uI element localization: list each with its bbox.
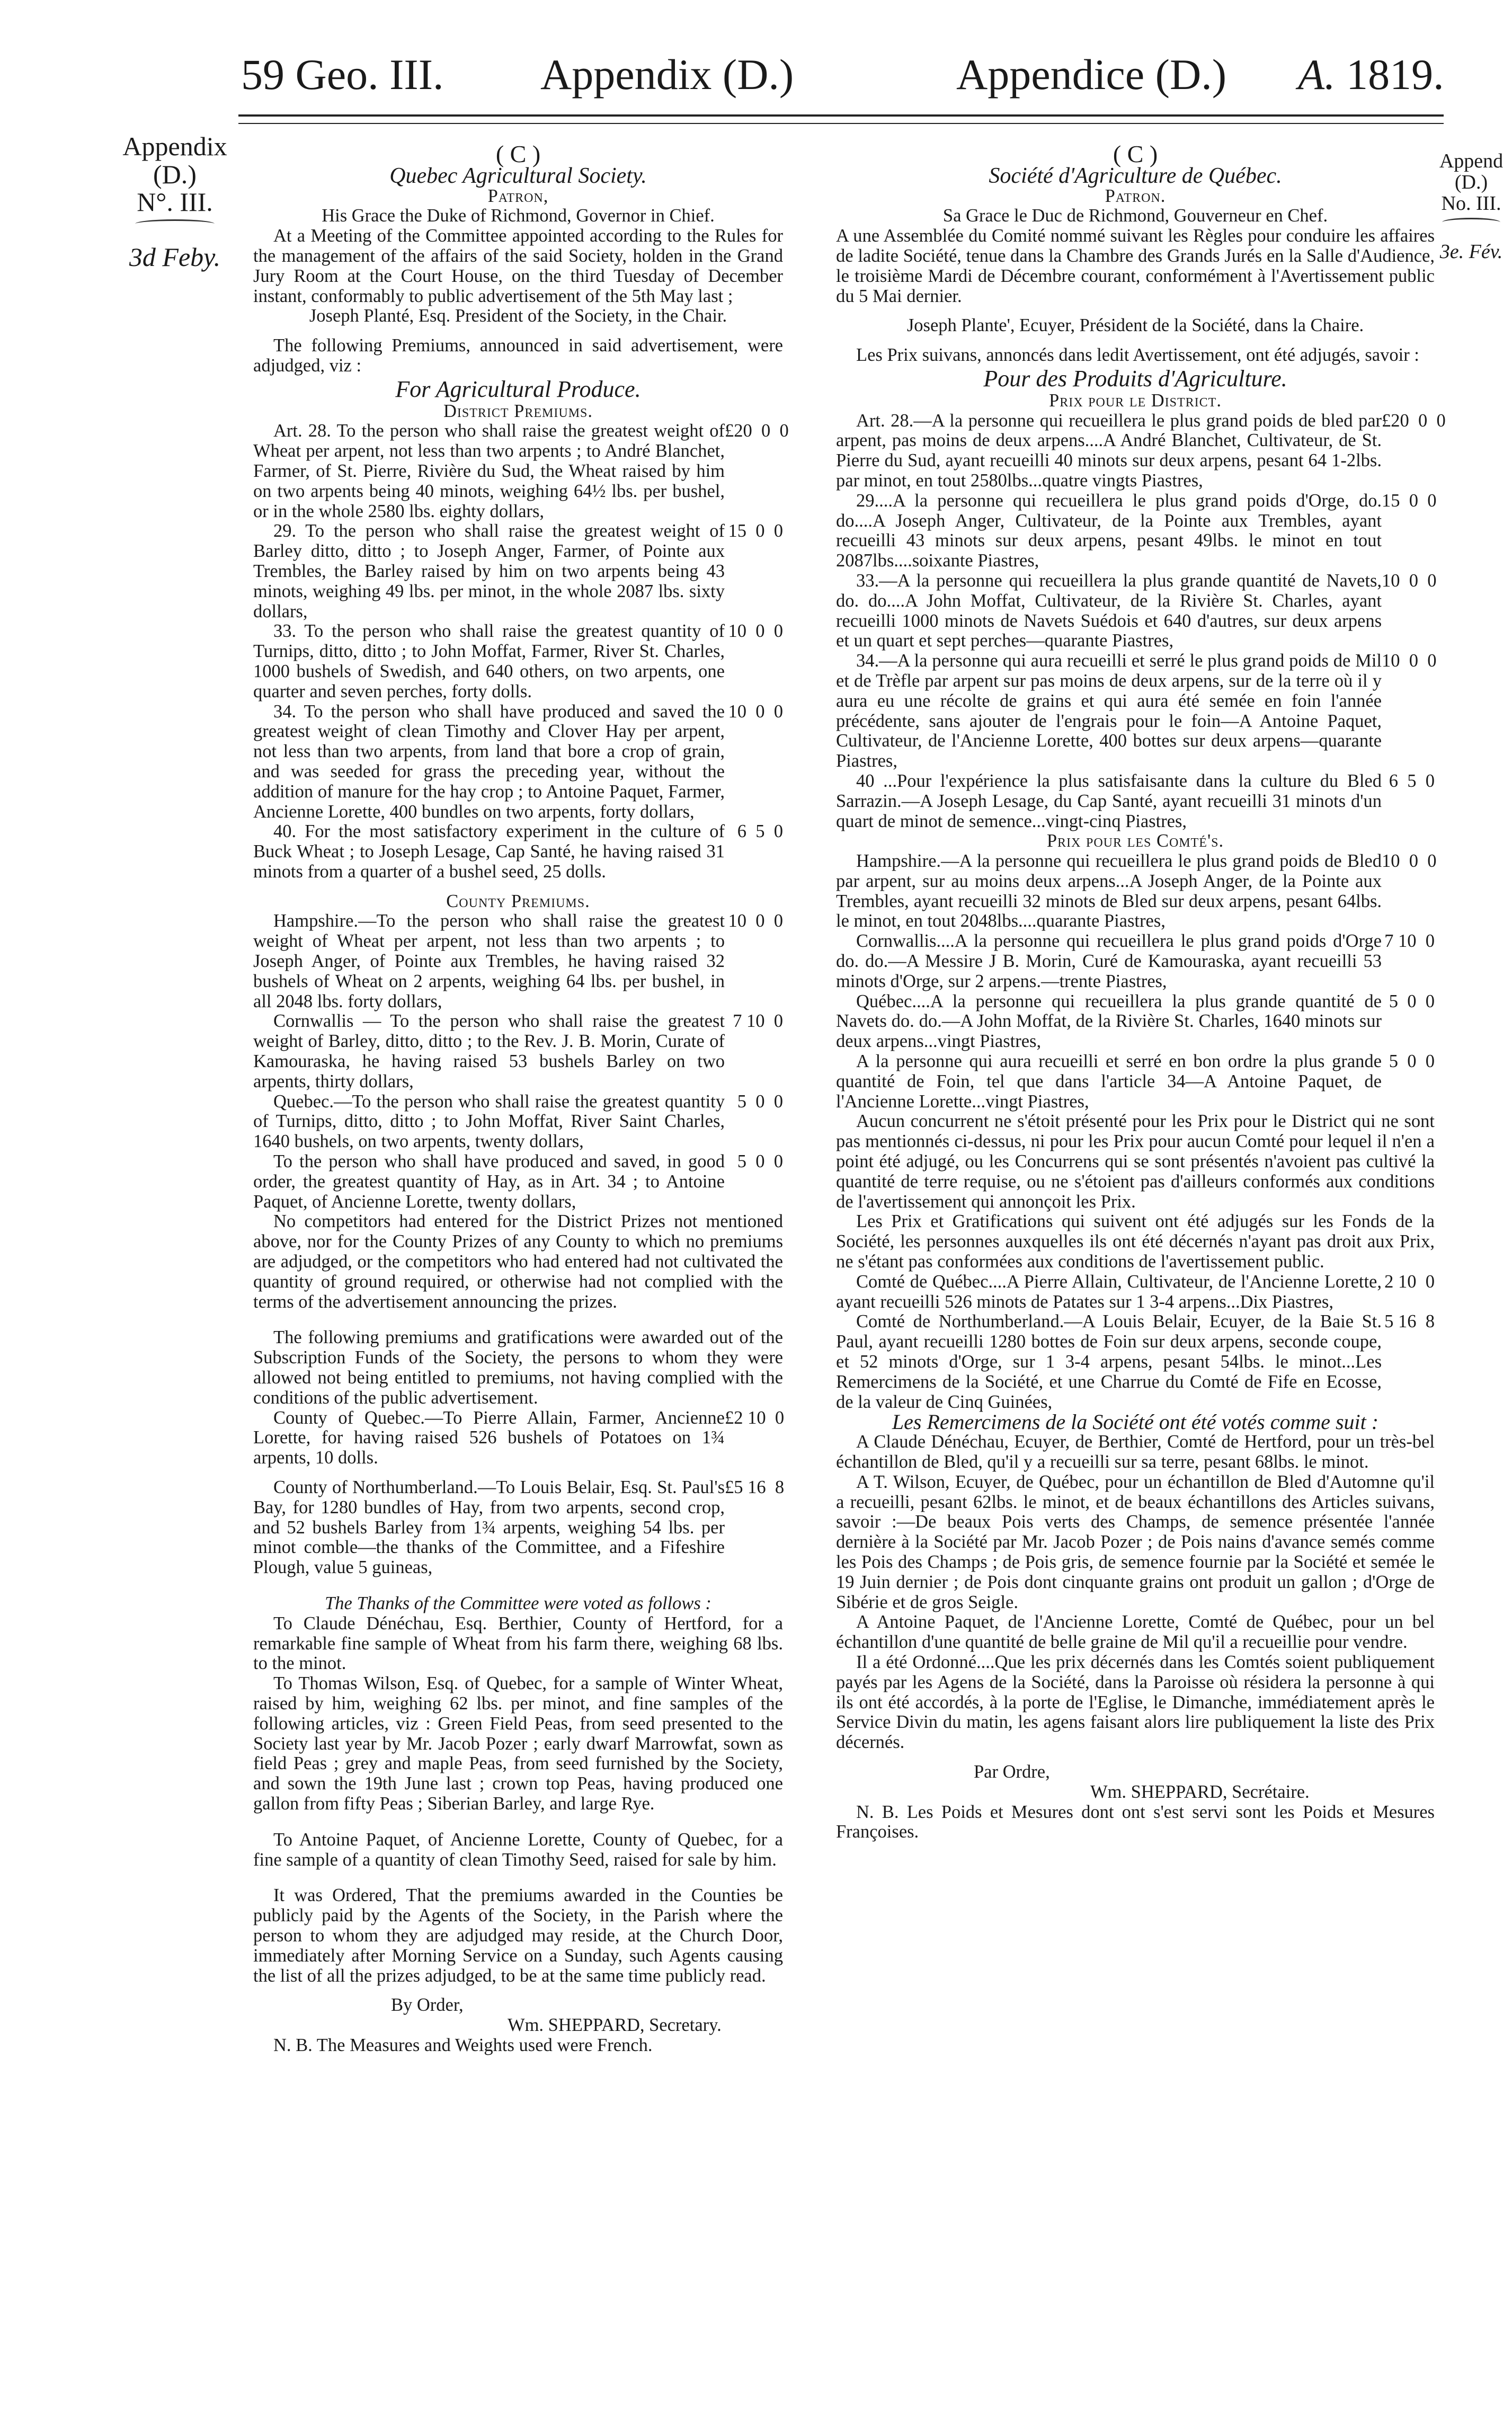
header-year-number: 1819. [1346, 50, 1444, 99]
thanks-paragraph: To Claude Dénéchau, Esq. Berthier, County of Hertford, for a remarkable fine sample of Wheat from his farm there, weighing 68 lbs. to the minot. [253, 1613, 783, 1674]
prize-amount: 15 0 0 [728, 521, 783, 542]
prize-item [253, 1478, 783, 1578]
margin-brace [135, 219, 215, 228]
prize-item [253, 1408, 783, 1468]
thanks-paragraph: A Claude Dénéchau, Ecuyer, de Berthier, Comté de Hertford, pour un très-bel échantillon de Bled, qu'il y a recueilli sur sa terre, pesant 68lbs. le minot. [836, 1432, 1435, 1472]
prize-text: Quebec.—To the person who shall raise the greatest quantity of Turnips, ditto, ditto ; to John Moffat, River Saint Charles, 1640 bushels, on two arpents, twenty dollars, [253, 1091, 725, 1152]
prize-text: 40. For the most satisfactory experiment in the culture of Buck Wheat ; to Joseph Lesage, Cap Santé, he having raised 31 minots from a quarter of a bushel seed, 25 dolls. [253, 821, 725, 882]
society-title: Société d'Agriculture de Québec. [989, 163, 1282, 188]
meeting-paragraph: At a Meeting of the Committee appointed according to the Rules for the management of the affairs of the said Society, holden in the Grand Jury Room at the Court House, on the third Tuesday of December instant, conformably to public advertisement of the 5th May last ; [253, 226, 783, 306]
prize-text: Cornwallis — To the person who shall raise the greatest weight of Barley, ditto, ditto ; to the Rev. J. B. Morin, Curate of Kamouraska, he having raised 53 bushels Barley on two arpents, thirty dollars, [253, 1011, 725, 1091]
prize-item [253, 822, 783, 882]
prize-amount: 7 10 0 [1384, 931, 1435, 952]
prize-item [253, 622, 783, 702]
english-column [253, 140, 789, 2056]
adjudged-paragraph: The following Premiums, announced in said advertisement, were adjudged, viz : [253, 335, 783, 376]
section-label: ( C ) [1113, 140, 1158, 167]
prize-amount: 15 0 0 [1382, 490, 1437, 511]
patron-line: His Grace the Duke of Richmond, Governor in Chief. [322, 206, 715, 226]
margin-brace [1442, 218, 1500, 227]
header-year [1298, 50, 1444, 99]
prize-amount: 5 16 8 [1384, 1311, 1435, 1332]
patron-heading: Patron. [1105, 185, 1166, 206]
by-order: Par Ordre, [974, 1761, 1050, 1782]
prize-item [253, 521, 783, 622]
district-heading: District Premiums. [443, 401, 593, 421]
header-appendix-fr: Appendice (D.) [956, 50, 1227, 99]
signature: Wm. SHEPPARD, Secretary. [508, 2015, 722, 2036]
margin-letter: (D.) [153, 159, 197, 189]
prize-item [836, 491, 1435, 571]
prize-amount: 2 10 0 [1384, 1271, 1435, 1292]
prize-amount: 10 0 0 [1382, 651, 1437, 671]
prize-text: 34.—A la personne qui aura recueilli et serré le plus grand poids de Mil et de Trèfle par arpent sur pas moins de deux arpens, sur de la terre où il y aura eu une récolte de grains et qui aura été semée en foin l'année précédente, sans ajouter de l'engrais pour le foin—A Antoine Paquet, Cultivateur, de l'Ancienne Lorette, 400 bottes sur deux arpens—quarante Piastres, [836, 651, 1382, 771]
margin-date: 3e. Fév. [1439, 240, 1503, 263]
prize-text: Cornwallis....A la personne qui recueillera le plus grand poids d'Orge do. do.—A Messire J B. Morin, Curé de Kamouraska, ayant recueilli 53 minots d'Orge, sur 2 arpens.—trente Piastres, [836, 931, 1382, 991]
produce-heading: Pour des Produits d'Agriculture. [983, 365, 1287, 392]
adjudged-paragraph: Les Prix suivans, annoncés dans ledit Avertissement, ont été adjugés, savoir : [856, 345, 1419, 366]
header-rule [238, 114, 1444, 117]
by-order: By Order, [391, 1995, 464, 2016]
prize-text: County of Northumberland.—To Louis Belair, Esq. St. Paul's Bay, for 1280 bundles of Hay, from two arpents, second crop, and 52 bushels Barley from 1¾ arpents, weighing 54 lbs. per minot comble—the thanks of the Committee, and a Fifeshire Plough, value 5 guineas, [253, 1477, 725, 1578]
prize-text: 33. To the person who shall raise the greatest quantity of Turnips, ditto, ditto ; to John Moffat, Farmer, River St. Charles, 1000 bushels of Swedish, and 640 others, on two arpents, one quarter and seven perches, forty dolls. [253, 621, 725, 702]
prize-item [836, 771, 1435, 831]
produce-heading: For Agricultural Produce. [395, 376, 641, 402]
prize-amount: 6 5 0 [737, 821, 783, 842]
header-rule-thin [238, 123, 1444, 124]
prize-amount: 5 0 0 [1389, 991, 1435, 1011]
prize-amount: 5 0 0 [737, 1091, 783, 1112]
nota-bene: N. B. Les Poids et Mesures dont ont s'est servi sont les Poids et Mesures Françoises. [836, 1801, 1435, 1842]
prize-amount: 5 0 0 [1389, 1051, 1435, 1072]
thanks-paragraph: To Thomas Wilson, Esq. of Quebec, for a sample of Winter Wheat, raised by him, weighing 62 lbs. per minot, and fine samples of the following articles, viz : Green Field Peas, from seed presented to the Society last year by Mr. Jacob Pozer ; early dwarf Marrowfat, sown as field Peas ; grey and maple Peas, from seed furnished by the Society, and sown the 19th June last ; crown top Peas, having produced one gallon from fifty Peas ; Siberian Barley, and large Rye. [253, 1673, 783, 1814]
header-reign: 59 Geo. III. [241, 50, 444, 99]
prize-item [253, 911, 783, 1011]
prize-amount: £5 16 8 [725, 1477, 785, 1497]
margin-number: No. III. [1441, 192, 1501, 215]
prize-amount: 10 0 0 [1382, 851, 1437, 872]
ordered-paragraph: It was Ordered, That the premiums awarded in the Counties be publicly paid by the Agents of the Society, in the Parish where the person to whom they are adjudged may reside, at the Church Door, immediately after Morning Service on a Sunday, such Agents causing the list of all the prizes adjudged, to be at the same time publicly read. [253, 1885, 783, 1986]
prize-item [836, 931, 1435, 991]
county-heading: Prix pour les Comté's. [1046, 831, 1224, 851]
prize-text: 33.—A la personne qui recueillera la plus grande quantité de Navets, do. do....A John Moffat, Cultivateur, de la Rivière St. Charles, ayant recueilli 1000 minots de Navets Suédois et 640 d'autres, sur deux arpens et un quart et sept perches—quarante Piastres, [836, 570, 1382, 651]
thanks-heading: The Thanks of the Committee were voted as follows : [325, 1593, 711, 1613]
prize-amount: £20 0 0 [1382, 410, 1446, 431]
prize-item [253, 1011, 783, 1091]
no-competitors-paragraph: Aucun concurrent ne s'étoit présenté pour les Prix pour le District qui ne sont pas mentionnés ci-dessus, ni pour les Prix pour aucun Comté pour lequel il n'en a point été adjugé, ou les Concurrens qui se sont présentés n'avoient pas cultivé la quantité de terre requise, ou ne s'étoient pas d'ailleurs conformés aux conditions de l'avertissement qui annonçoit les Prix. [836, 1111, 1435, 1212]
prize-amount: 10 0 0 [728, 911, 783, 931]
prize-text: Comté de Northumberland.—A Louis Belair, Ecuyer, de la Baie St. Paul, ayant recueilli 1280 bottes de Foin sur deux arpens, seconde coupe, et 52 minots d'Orge, sur 1 3-4 arpens, pesant 54lbs. le minot...Les Remercimens de la Société, et une Charrue du Comté de Fife en Ecosse, de la valeur de Cinq Guinées, [836, 1311, 1382, 1412]
prize-amount: £20 0 0 [725, 421, 789, 441]
margin-date: 3d Feby. [129, 242, 221, 272]
nota-bene: N. B. The Measures and Weights used were French. [273, 2035, 653, 2055]
header-appendix-en: Appendix (D.) [540, 50, 794, 99]
chair-line: Joseph Planté, Esq. President of the Society, in the Chair. [309, 306, 727, 326]
prize-text: County of Quebec.—To Pierre Allain, Farmer, Ancienne Lorette, for having raised 526 bushels of Potatoes on 1¾ arpents, 10 dolls. [253, 1407, 725, 1468]
prize-amount: 5 0 0 [737, 1151, 783, 1172]
prize-item [836, 992, 1435, 1052]
prize-item [836, 1052, 1435, 1112]
signature: Wm. SHEPPARD, Secrétaire. [1090, 1781, 1310, 1802]
prize-item [253, 1092, 783, 1152]
patron-heading: Patron, [487, 185, 549, 206]
no-competitors-paragraph: No competitors had entered for the District Prizes not mentioned above, nor for the County Prizes of any County to which no premiums are adjudged, or the competitors who had entered had not cultivated the quantity of ground required, or otherwise had not complied with the terms of the advertisement announcing the prizes. [253, 1211, 783, 1312]
thanks-paragraph: A T. Wilson, Ecuyer, de Québec, pour un échantillon de Bled d'Automne qu'il a recueilli, pesant 62lbs. le minot, et de beaux échantillons des Articles suivans, savoir :—De beaux Pois verts des Champs, de semence présentée l'année dernière à la Société par Mr. Jacob Pozer ; de Pois nains d'avance semés comme les Pois des Champs ; de Pois gris, de semence fournie par la Société et semée le 19 Juin dernier ; de Pois dont cinquante grains ont produit un gallon ; d'Orge de Sibérie et de gros Seigle. [836, 1471, 1435, 1612]
margin-appendix: Appendix [122, 131, 227, 161]
prize-text: A la personne qui aura recueilli et serré en bon ordre la plus grande quantité de Foin, tel que dans l'article 34—A Antoine Paquet, de l'Ancienne Lorette...vingt Piastres, [836, 1051, 1382, 1112]
prize-item [836, 851, 1435, 931]
prize-item [836, 1272, 1435, 1312]
prize-item [253, 1152, 783, 1212]
prize-text: 29....A la personne qui recueillera le plus grand poids d'Orge, do. do....A Joseph Anger, Cultivateur, de la Pointe aux Trembles, ayant recueilli 43 minots sur deux arpens, pesant 49lbs. le minot en tout 2087lbs....soixante Piastres, [836, 490, 1382, 571]
prize-item [836, 571, 1435, 651]
margin-note-left [119, 132, 230, 271]
prize-item [253, 702, 783, 822]
prize-item [836, 651, 1435, 771]
subscription-paragraph: Les Prix et Gratifications qui suivent ont été adjugés sur les Fonds de la Société, les personnes auxquelles ils ont été décernés n'ayant pas droit aux Prix, ne s'étant pas conformées aux conditions de l'avertissement public. [836, 1211, 1435, 1272]
prize-item [836, 410, 1446, 491]
prize-amount: 6 5 0 [1389, 770, 1435, 791]
prize-text: To the person who shall have produced and saved, in good order, the greatest quantity of Hay, as in Art. 34 ; to Antoine Paquet, of Ancienne Lorette, twenty dollars, [253, 1151, 725, 1212]
prize-text: 29. To the person who shall raise the greatest weight of Barley ditto, ditto ; to Joseph Anger, Farmer, of Pointe aux Trembles, the Barley raised by him on two arpents being 43 minots, weighing 49 lbs. per minot, in the whole 2087 lbs. sixty dollars, [253, 521, 725, 622]
district-heading: Prix pour le District. [1049, 390, 1222, 411]
chair-line: Joseph Plante', Ecuyer, Président de la Société, dans la Chaire. [906, 315, 1364, 336]
prize-text: Hampshire.—To the person who shall raise the greatest weight of Wheat per arpent, not less than two arpents ; to Joseph Anger, of Pointe aux Trembles, he having raised 32 bushels of Wheat on 2 arpents, weighing 64 lbs. per bushel, in all 2048 lbs. forty dollars, [253, 911, 725, 1011]
prize-amount: 10 0 0 [1382, 570, 1437, 591]
french-column [836, 140, 1446, 1842]
prize-item [836, 1312, 1435, 1412]
society-title: Quebec Agricultural Society. [389, 163, 647, 188]
prize-text: 40 ...Pour l'expérience la plus satisfaisante dans la culture du Bled Sarrazin.—A Joseph Lesage, du Cap Santé, ayant recueilli 31 minots d'un quart de minot de semence...vingt-cinq Piastres, [836, 770, 1382, 831]
prize-amount: 7 10 0 [733, 1011, 783, 1032]
margin-note-right [1430, 151, 1512, 263]
prize-text: Québec....A la personne qui recueillera la plus grande quantité de Navets do. do.—A John Moffat, de la Rivière St. Charles, 1640 minots sur deux arpens...vingt Piastres, [836, 991, 1382, 1052]
prize-amount: 10 0 0 [728, 701, 783, 722]
patron-line: Sa Grace le Duc de Richmond, Gouverneur en Chef. [942, 206, 1328, 226]
prize-text: Art. 28.—A la personne qui recueillera le plus grand poids de bled par arpent, pas moins de deux arpens....A André Blanchet, Cultivateur, de St. Pierre du Sud, ayant recueilli 40 minots sur deux arpens, pesant 64 1-2lbs. par minot, en tout 2580lbs...quatre vingts Piastres, [836, 410, 1382, 491]
prize-text: Hampshire.—A la personne qui recueillera le plus grand poids de Bled par arpent, sur au moins deux arpens...A Joseph Anger, de la Pointe aux Trembles, ayant recueilli 32 minots de Bled sur deux arpens, pesant 64lbs. le minot, en tout 2048lbs....quarante Piastres, [836, 851, 1382, 931]
margin-appendix: Append [1439, 151, 1504, 172]
prize-text: Art. 28. To the person who shall raise the greatest weight of Wheat per arpent, not less than two arpents ; to André Blanchet, Farmer, of St. Pierre, Rivière du Sud, the Wheat raised by him on two arpents being 40 minots, weighing 64½ lbs. per bushel, or in the whole 2580 lbs. eighty dollars, [253, 421, 725, 521]
thanks-paragraph: To Antoine Paquet, of Ancienne Lorette, County of Quebec, for a fine sample of a quantity of clean Timothy Seed, raised for sale by him. [253, 1829, 783, 1870]
prize-text: 34. To the person who shall have produced and saved the greatest weight of clean Timothy and Clover Hay per arpent, not less than two arpents, from land that bore a crop of grain, and was seeded for grass the preceding year, without the addition of manure for the hay crop ; to Antoine Paquet, Farmer, Ancienne Lorette, 400 bundles on two arpents, forty dollars, [253, 701, 725, 822]
prize-text: Comté de Québec....A Pierre Allain, Cultivateur, de l'Ancienne Lorette, ayant recueilli 526 minots de Patates sur 1 3-4 arpens...Dix Piastres, [836, 1271, 1382, 1312]
county-heading: County Premiums. [446, 891, 590, 911]
section-label: ( C ) [495, 140, 541, 167]
prize-item [253, 421, 789, 521]
margin-letter: (D.) [1454, 171, 1488, 193]
thanks-paragraph: A Antoine Paquet, de l'Ancienne Lorette, Comté de Québec, pour un bel échantillon d'une quantité de belle graine de Mil qu'il a recueillie pour vendre. [836, 1612, 1435, 1653]
ordered-paragraph: Il a été Ordonné....Que les prix décernés dans les Comtés soient publiquement payés par les Agens de la Société, dans la Paroisse où résidera la personne à qui ils ont été accordés, à la porte de l'Eglise, le Dimanche, immédiatement après le Service Divin du matin, les agens faisant alors lire publiquement la liste des Prix décernés. [836, 1652, 1435, 1753]
meeting-paragraph: A une Assemblée du Comité nommé suivant les Règles pour conduire les affaires de ladite Société, tenue dans la Chambre des Grands Jurés en la Salle d'Audience, le troisième Mardi de Décembre courant, conformément à l'Avertissement public du 5 Mai dernier. [836, 226, 1435, 306]
header-letter: A. [1298, 50, 1336, 99]
prize-amount: £2 10 0 [725, 1407, 785, 1428]
margin-number: N°. III. [137, 187, 213, 217]
subscription-paragraph: The following premiums and gratifications were awarded out of the Subscription Funds of the Society, the persons to whom they were allowed not being entitled to premiums, not having complied with the conditions of the public advertisement. [253, 1327, 783, 1408]
thanks-heading: Les Remercimens de la Société ont été votés comme suit : [892, 1410, 1379, 1434]
prize-amount: 10 0 0 [728, 621, 783, 642]
